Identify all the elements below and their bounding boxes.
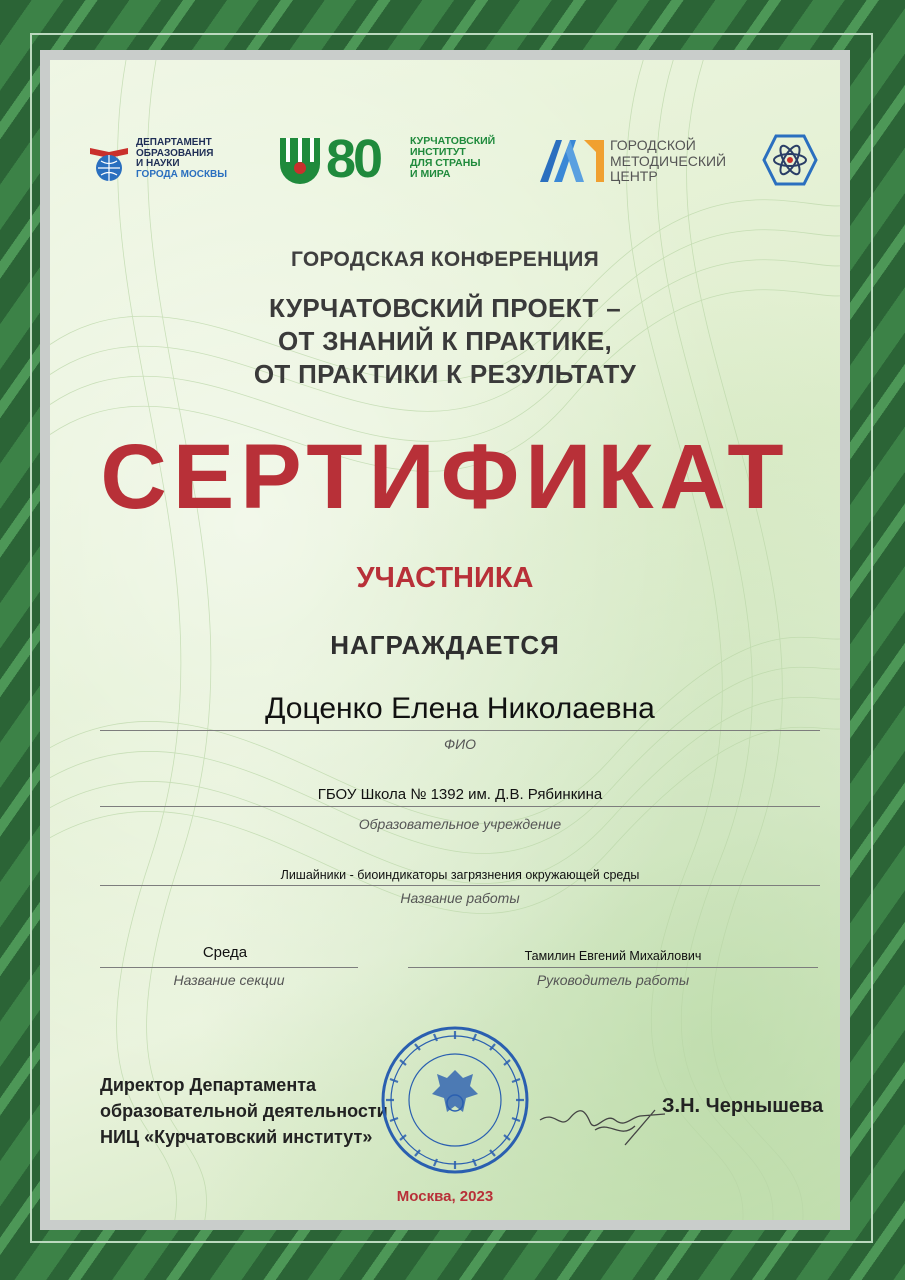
city-methodical-center-logo (540, 136, 740, 186)
conference-label: ГОРОДСКАЯ КОНФЕРЕНЦИЯ (290, 248, 600, 271)
conference-title-line: ОТ ЗНАНИЙ К ПРАКТИКЕ, (278, 326, 612, 356)
dept-logo-line: И НАУКИ (136, 158, 180, 169)
conference-title-line: КУРЧАТОВСКИЙ ПРОЕКТ – (269, 293, 621, 323)
section-line (100, 967, 358, 968)
dept-education-logo (88, 136, 238, 186)
institution-value: ГБОУ Школа № 1392 им. Д.В. Рябинкина (317, 786, 603, 803)
kurchatov-logo-line: КУРЧАТОВСКИЙ (410, 135, 496, 147)
work-title-caption: Название работы (400, 890, 520, 906)
supervisor-line (408, 967, 818, 968)
anniversary-number: 80 (326, 129, 381, 189)
director-title (100, 1072, 388, 1150)
book-globe-icon (88, 138, 130, 184)
kurchatov-emblem-icon (278, 136, 322, 184)
dept-logo-line: ДЕПАРТАМЕНТ (136, 137, 212, 148)
certificate-title: СЕРТИФИКАТ (100, 426, 790, 528)
atom-logo-icon (760, 132, 820, 188)
supervisor-caption: Руководитель работы (536, 972, 690, 988)
supervisor-value: Тамилин Евгений Михайлович (524, 949, 702, 963)
recipient-name: Доценко Елена Николаевна (265, 692, 655, 725)
certificate-subtitle: УЧАСТНИКА (356, 562, 534, 594)
conference-title-line: ОТ ПРАКТИКИ К РЕЗУЛЬТАТУ (253, 359, 637, 389)
gmc-logo-line: ГОРОДСКОЙ (610, 137, 696, 153)
gmc-logo-line: ЦЕНТР (610, 168, 658, 184)
work-title-line (100, 885, 820, 886)
place-and-year: Москва, 2023 (396, 1188, 494, 1205)
kurchatov-logo-line: ИНСТИТУТ (410, 146, 466, 159)
section-value: Среда (202, 944, 248, 961)
director-line: Директор Департамента (100, 1075, 317, 1095)
kurchatov-logo-line: ДЛЯ СТРАНЫ (410, 157, 481, 170)
work-title-value: Лишайники - биоиндикаторы загрязнения окружающей среды (280, 868, 640, 882)
director-line: НИЦ «Курчатовский институт» (100, 1127, 373, 1147)
gmc-m-icon (540, 138, 606, 184)
dept-logo-line: ГОРОДА МОСКВЫ (136, 168, 228, 180)
certificate-sheet (50, 60, 840, 1220)
institution-line (100, 806, 820, 807)
certificate-paper (40, 50, 850, 1230)
official-stamp (380, 1025, 530, 1175)
director-line: образовательной деятельности (100, 1101, 388, 1121)
conference-title (50, 292, 840, 391)
gmc-logo-line: МЕТОДИЧЕСКИЙ (610, 152, 727, 169)
signer-name: З.Н. Чернышева (662, 1095, 824, 1117)
dept-logo-line: ОБРАЗОВАНИЯ (136, 147, 214, 159)
name-line (100, 730, 820, 731)
kurchatov-80-logo (278, 129, 508, 189)
kurchatov-logo-line: И МИРА (410, 168, 451, 181)
handwritten-signature (535, 1090, 675, 1150)
institution-caption: Образовательное учреждение (358, 816, 562, 832)
awarded-label: НАГРАЖДАЕТСЯ (330, 630, 560, 660)
name-caption: ФИО (443, 736, 477, 752)
section-caption: Название секции (173, 972, 285, 988)
